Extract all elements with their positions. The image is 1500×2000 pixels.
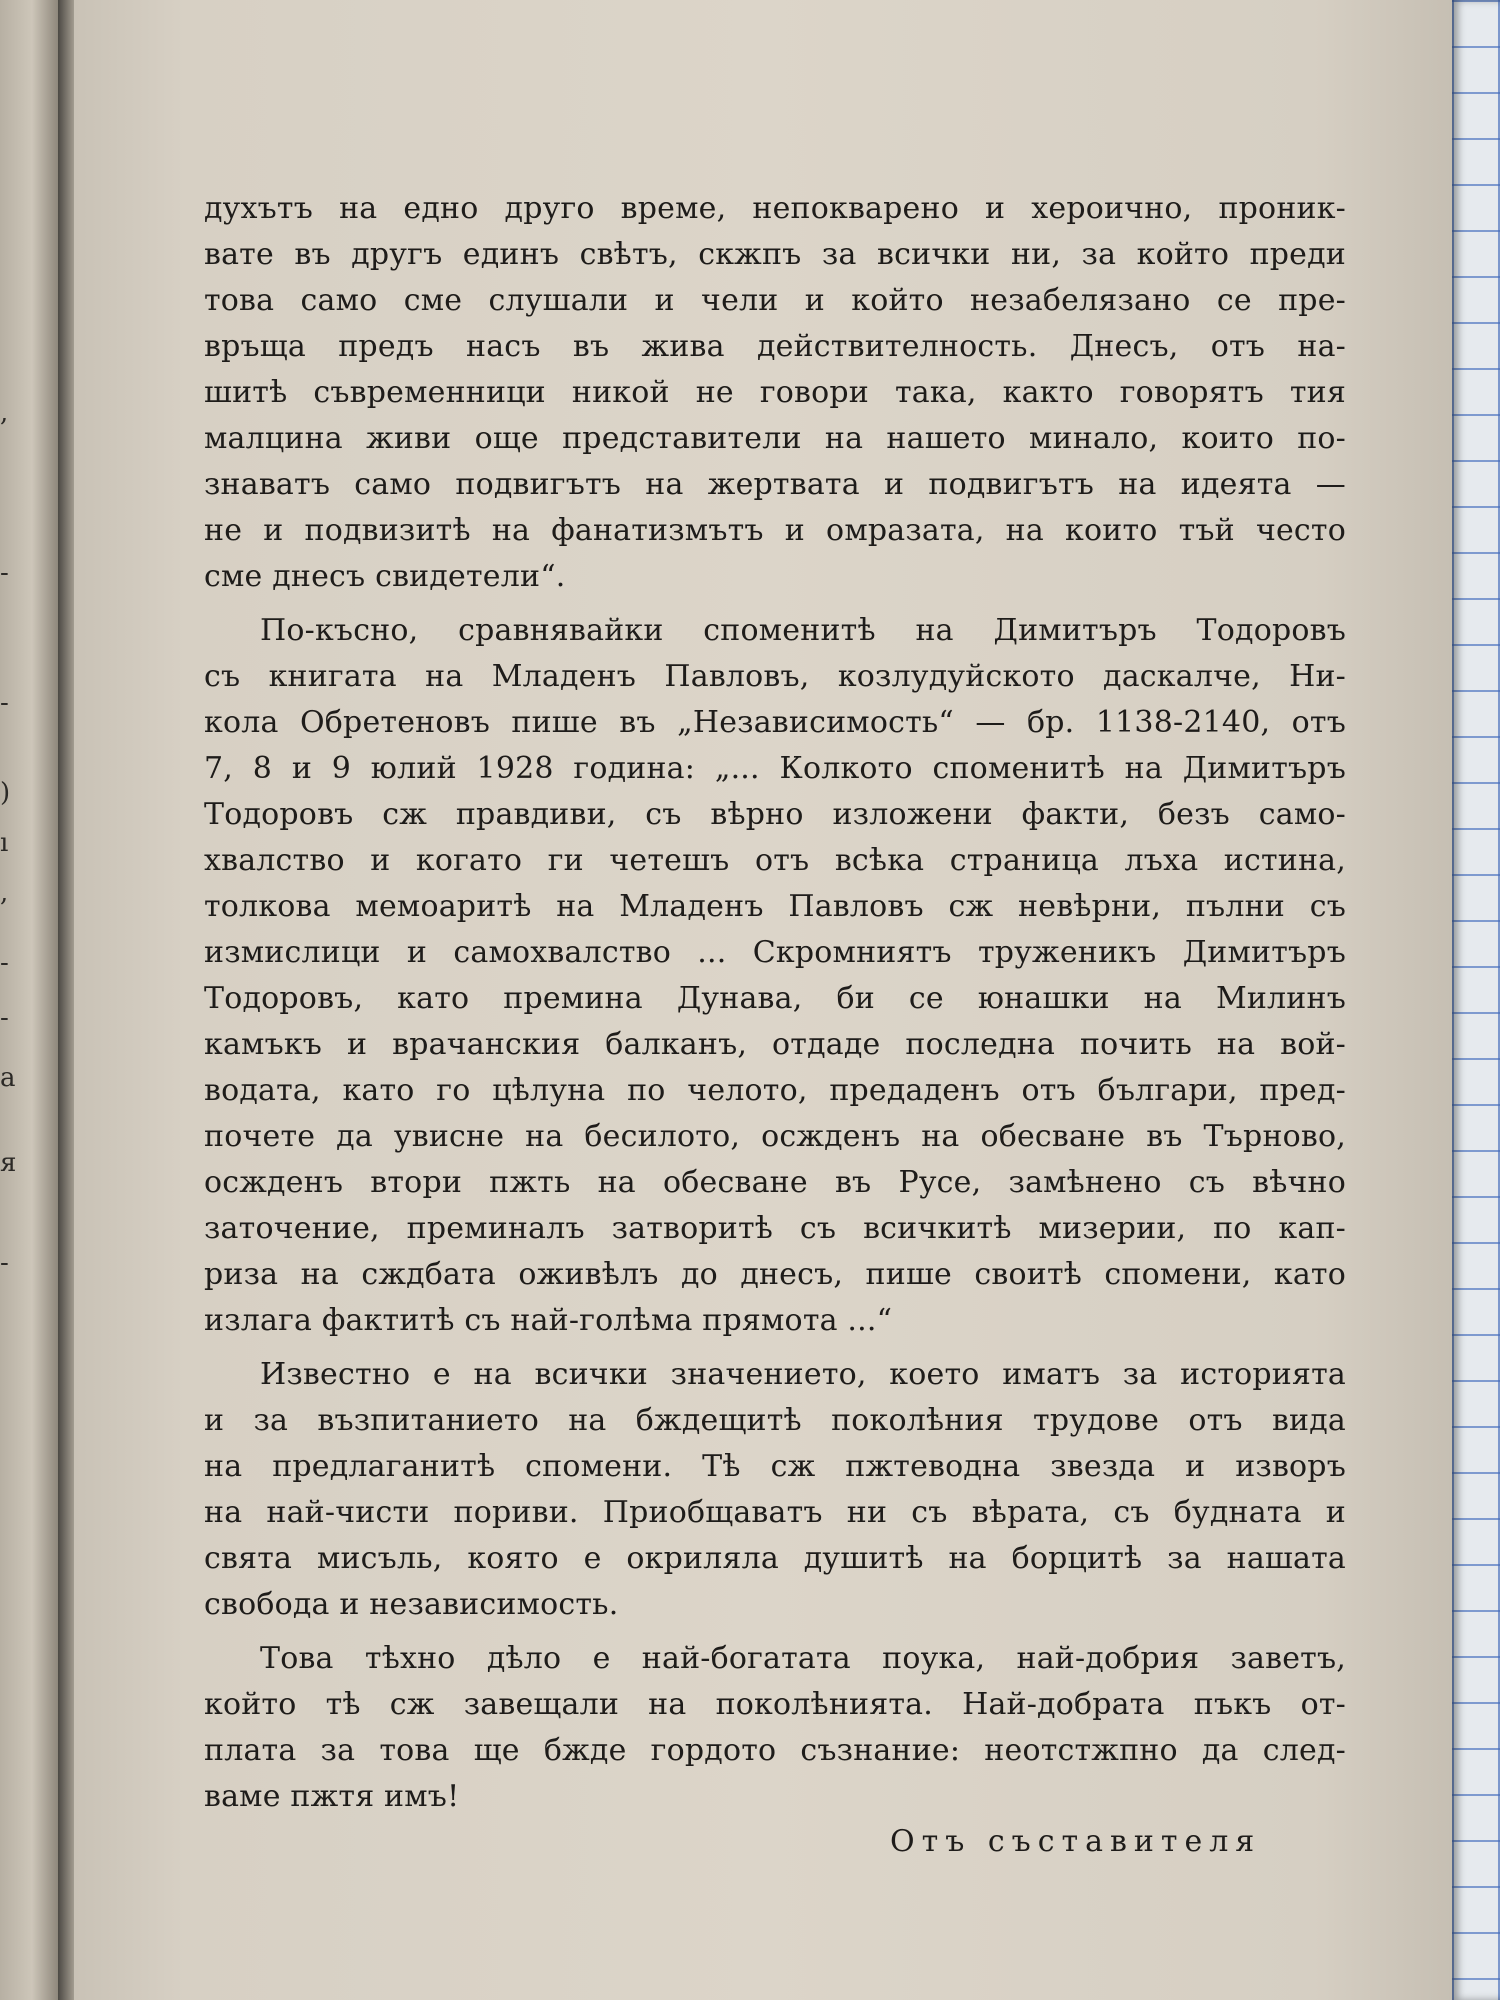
text-line: свобода и независимость. xyxy=(204,1587,619,1622)
paragraph-gap xyxy=(204,1628,1346,1636)
page-text xyxy=(204,186,1346,1820)
text-line: Това тѣхно дѣло е най-богатата поука, най-добрия заветъ, xyxy=(260,1641,1346,1676)
text-line: и за възпитанието на бждещитѣ поколѣния трудове отъ вида xyxy=(204,1403,1346,1438)
previous-page-edge xyxy=(0,0,58,2000)
text-line: свята мисъль, която е окриляла душитѣ на борцитѣ за нашата xyxy=(204,1541,1346,1576)
previous-page-fragment: , xyxy=(0,398,9,428)
text-line: Известно е на всички значението, което иматъ за историята xyxy=(260,1357,1346,1392)
previous-page-fragment: , xyxy=(0,878,9,908)
paragraph-gap xyxy=(204,600,1346,608)
previous-page-fragment: ) xyxy=(0,778,11,808)
paragraph-gap xyxy=(204,1344,1346,1352)
text-line: риза на сждбата оживѣлъ до днесъ, пише своитѣ спомени, като xyxy=(204,1257,1346,1292)
text-line: почете да увисне на бесилото, осжденъ на обесване въ Търново, xyxy=(204,1119,1346,1154)
text-line: шитѣ съвременници никой не говори така, както говорятъ тия xyxy=(204,375,1346,410)
text-line: По-късно, сравнявайки споменитѣ на Димитъръ Тодоровъ xyxy=(260,613,1346,648)
text-line: духътъ на едно друго време, непокварено и хероично, проник- xyxy=(204,191,1346,226)
text-line: излага фактитѣ съ най-голѣма прямота ...“ xyxy=(204,1303,893,1338)
previous-page-fragment: я xyxy=(0,1148,17,1178)
previous-page-fragment: - xyxy=(0,948,9,978)
previous-page-fragment: - xyxy=(0,1003,9,1033)
text-line: знаватъ само подвигътъ на жертвата и подвигътъ на идеята — xyxy=(204,467,1346,502)
previous-page-fragment: - xyxy=(0,688,9,718)
book-page xyxy=(74,0,1452,2000)
text-line: осжденъ втори пжть на обесване въ Русе, замѣнено съ вѣчно xyxy=(204,1165,1346,1200)
text-line: хвалство и когато ги четешъ отъ всѣка страница лъха истина, xyxy=(204,843,1346,878)
text-line: плата за това ще бжде гордото съзнание: неотстжпно да след- xyxy=(204,1733,1346,1768)
text-line: измислици и самохвалство ... Скромниятъ труженикъ Димитъръ xyxy=(204,935,1346,970)
text-line: връща предъ насъ въ жива действителность. Днесъ, отъ на- xyxy=(204,329,1346,364)
text-line: на предлаганитѣ спомени. Тѣ сж пжтеводна звезда и изворъ xyxy=(204,1449,1346,1484)
text-line: това само сме слушали и чели и който незабелязано се пре- xyxy=(204,283,1346,318)
text-line: водата, като го цѣлуна по челото, предаденъ отъ българи, пред- xyxy=(204,1073,1346,1108)
text-line: сме днесъ свидетели“. xyxy=(204,559,566,594)
text-line: на най-чисти пориви. Приобщаватъ ни съ вѣрата, съ будната и xyxy=(204,1495,1346,1530)
text-line: съ книгата на Младенъ Павловъ, козлудуйското даскалче, Ни- xyxy=(204,659,1346,694)
text-line: камъкъ и врачанския балканъ, отдаде последна почить на вой- xyxy=(204,1027,1346,1062)
text-line: Тодоровъ сж правдиви, съ вѣрно изложени факти, безъ само- xyxy=(204,797,1346,832)
text-line: който тѣ сж завещали на поколѣнията. Най-добрата пъкъ от- xyxy=(204,1687,1346,1722)
text-line: заточение, преминалъ затворитѣ съ всичкитѣ мизерии, по кап- xyxy=(204,1211,1346,1246)
previous-page-fragment: ı xyxy=(0,828,9,858)
text-line: вате въ другъ единъ свѣтъ, скжпъ за всички ни, за който преди xyxy=(204,237,1346,272)
graph-paper-background xyxy=(1452,0,1500,2000)
previous-page-fragment: - xyxy=(0,558,9,588)
previous-page-fragment: - xyxy=(0,1248,9,1278)
previous-page-fragment: a xyxy=(0,1063,16,1093)
text-line: ваме пжтя имъ! xyxy=(204,1779,460,1814)
text-line: Тодоровъ, като премина Дунава, би се юнашки на Милинъ xyxy=(204,981,1346,1016)
text-line: не и подвизитѣ на фанатизмътъ и омразата, на които тъй често xyxy=(204,513,1346,548)
text-line: малцина живи още представители на нашето минало, които по- xyxy=(204,421,1346,456)
signature: Отъ съставителя xyxy=(890,1824,1262,1859)
book-gutter xyxy=(58,0,74,2000)
text-line: 7, 8 и 9 юлий 1928 година: „... Колкото споменитѣ на Димитъръ xyxy=(204,751,1346,786)
text-line: кола Обретеновъ пише въ „Независимость“ — бр. 1138-2140, отъ xyxy=(204,705,1346,740)
text-line: толкова мемоаритѣ на Младенъ Павловъ сж невѣрни, пълни съ xyxy=(204,889,1346,924)
